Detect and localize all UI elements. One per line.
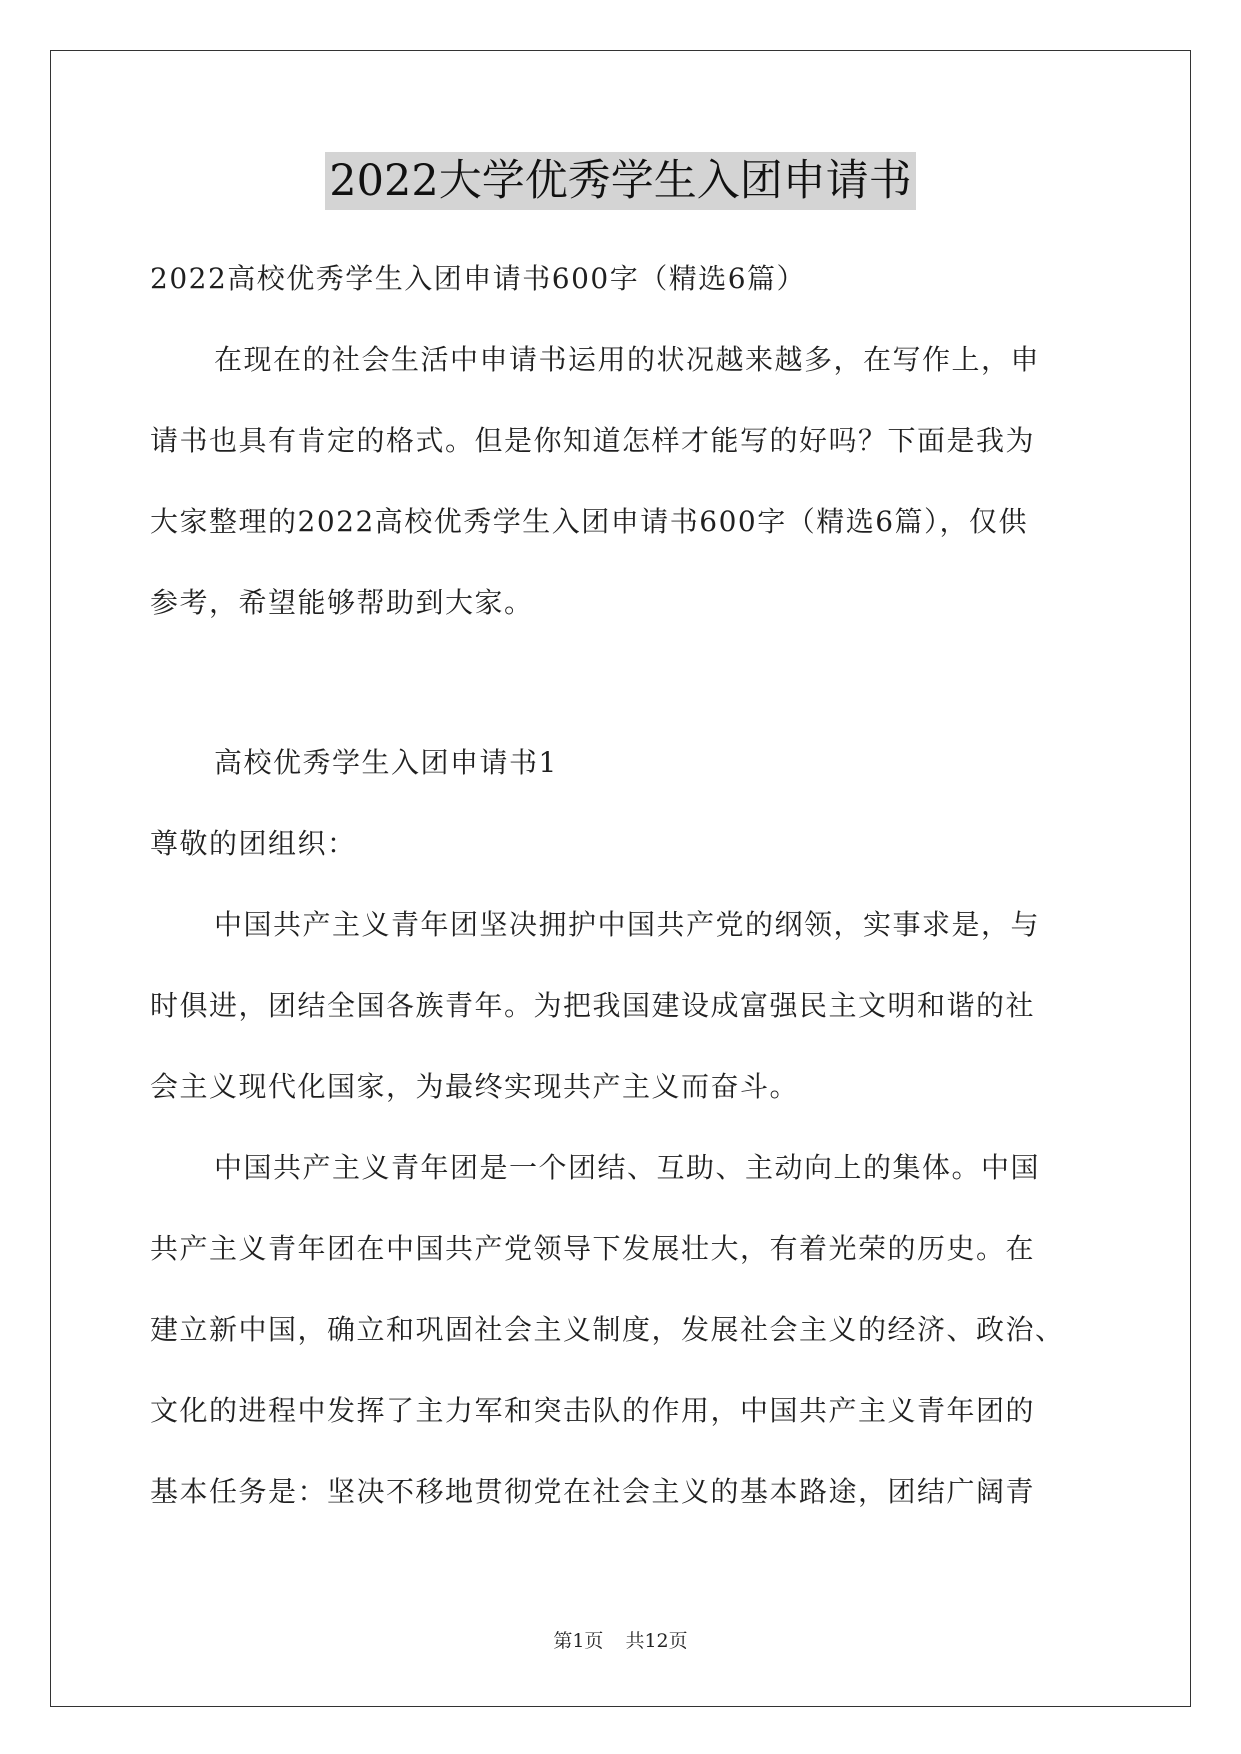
subtitle-line: 2022高校优秀学生入团申请书600字（精选6篇） (150, 262, 807, 295)
title-container (0, 152, 1241, 210)
page-footer (0, 1626, 1241, 1653)
paragraph-line: 文化的进程中发挥了主力军和突击队的作用，中国共产主义青年团的 (150, 1394, 1036, 1427)
paragraph-line: 基本任务是：坚决不移地贯彻党在社会主义的基本路途，团结广阔青 (150, 1475, 1036, 1508)
paragraph-line: 中国共产主义青年团坚决拥护中国共产党的纲领，实事求是，与 (214, 908, 1041, 941)
page-current-label: 第1页 (553, 1630, 604, 1652)
document-body (150, 238, 1092, 1532)
paragraph-line: 参考，希望能够帮助到大家。 (150, 586, 534, 619)
section-heading: 高校优秀学生入团申请书1 (214, 746, 558, 779)
paragraph-line: 请书也具有肯定的格式。但是你知道怎样才能写的好吗？下面是我为 (150, 424, 1036, 457)
document-title: 2022大学优秀学生入团申请书 (325, 152, 915, 210)
paragraph-line: 中国共产主义青年团是一个团结、互助、主动向上的集体。中国 (214, 1151, 1041, 1184)
paragraph-line: 在现在的社会生活中申请书运用的状况越来越多，在写作上，申 (214, 343, 1041, 376)
salutation-line: 尊敬的团组织： (150, 827, 357, 860)
section-gap (150, 643, 1092, 722)
paragraph-line: 共产主义青年团在中国共产党领导下发展壮大，有着光荣的历史。在 (150, 1232, 1036, 1265)
page-total-label: 共12页 (625, 1630, 688, 1652)
paragraph-line: 大家整理的2022高校优秀学生入团申请书600字（精选6篇），仅供 (150, 505, 1029, 538)
paragraph-line: 会主义现代化国家，为最终实现共产主义而奋斗。 (150, 1070, 800, 1103)
paragraph-line: 时俱进，团结全国各族青年。为把我国建设成富强民主文明和谐的社 (150, 989, 1036, 1022)
paragraph-line: 建立新中国，确立和巩固社会主义制度，发展社会主义的经济、政治、 (150, 1313, 1065, 1346)
